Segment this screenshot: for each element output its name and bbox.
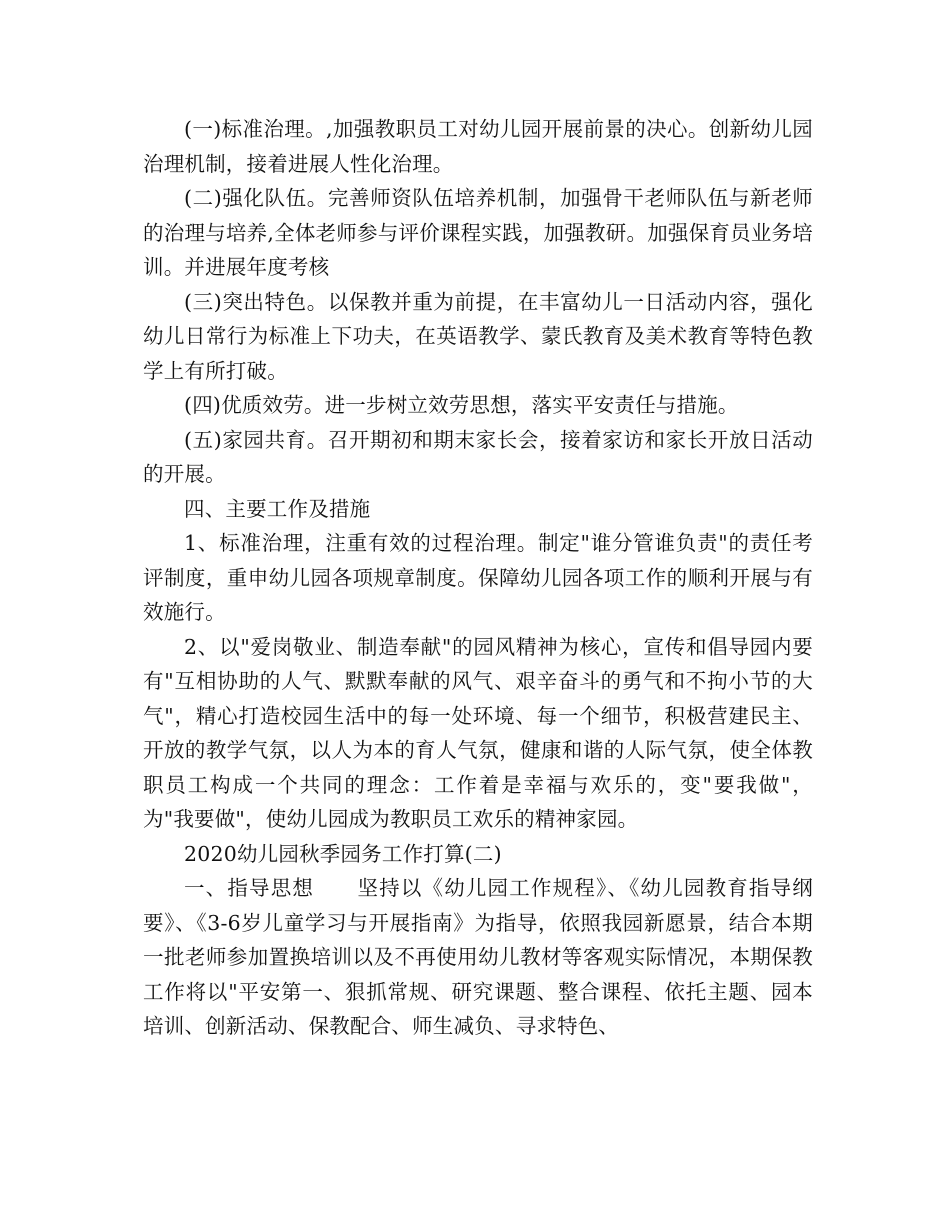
paragraph-campus-spirit: 2、以"爱岗敬业、制造奉献"的园风精神为核心，宣传和倡导园内要有"互相协助的人气、默默奉献的风气、艰辛奋斗的勇气和不拘小节的大气"，精心打造校园生活中的每一处环境、每一个细节，积极营建民主、开放的教学气氛，以人为本的育人气氛，健康和谐的人际气氛，使全体教职员工构成一个共同的理念：工作着是幸福与欢乐的，变"要我做"，为"我要做"，使幼儿园成为教职员工欢乐的精神家园。: [143, 634, 813, 831]
paragraph-featured-teaching: (三)突出特色。以保教并重为前提，在丰富幼儿一日活动内容，强化幼儿日常行为标准上下功夫，在英语教学、蒙氏教育及美术教育等特色教学上有所打破。: [143, 289, 813, 383]
document-body: [143, 112, 813, 1044]
paragraph-quality-service: (四)优质效劳。进一步树立效劳思想，落实平安责任与措施。: [184, 393, 739, 417]
paragraph-team-building: (二)强化队伍。完善师资队伍培养机制，加强骨干老师队伍与新老师的治理与培养,全体老师参与评价课程实践，加强教研。加强保育员业务培训。并进展年度考核: [143, 186, 813, 279]
paragraph-home-school: (五)家园共育。召开期初和期末家长会，接着家访和家长开放日活动的开展。: [143, 427, 813, 486]
paragraph-standard-governance: (一)标准治理。,加强教职员工对幼儿园开展前景的决心。创新幼儿园治理机制，接着进展人性化治理。: [143, 117, 813, 176]
paragraph-guiding-thought: 一、指导思想 坚持以《幼儿园工作规程》、《幼儿园教育指导纲要》、《3-6岁儿童学习与开展指南》为指导，依照我园新愿景，结合本期一批老师参加置换培训以及不再使用幼儿教材等客观实际情况，本期保教工作将以"平安第一、狠抓常规、研究课题、整合课程、依托主题、园本培训、创新活动、保教配合、师生减负、寻求特色、: [143, 876, 813, 1038]
paragraph-process-management: 1、标准治理，注重有效的过程治理。制定"谁分管谁负责"的责任考评制度，重申幼儿园各项规章制度。保障幼儿园各项工作的顺利开展与有效施行。: [143, 531, 813, 624]
section-heading-plan-two: 2020幼儿园秋季园务工作打算(二): [184, 841, 502, 866]
section-heading-main-work: 四、主要工作及措施: [184, 496, 371, 521]
